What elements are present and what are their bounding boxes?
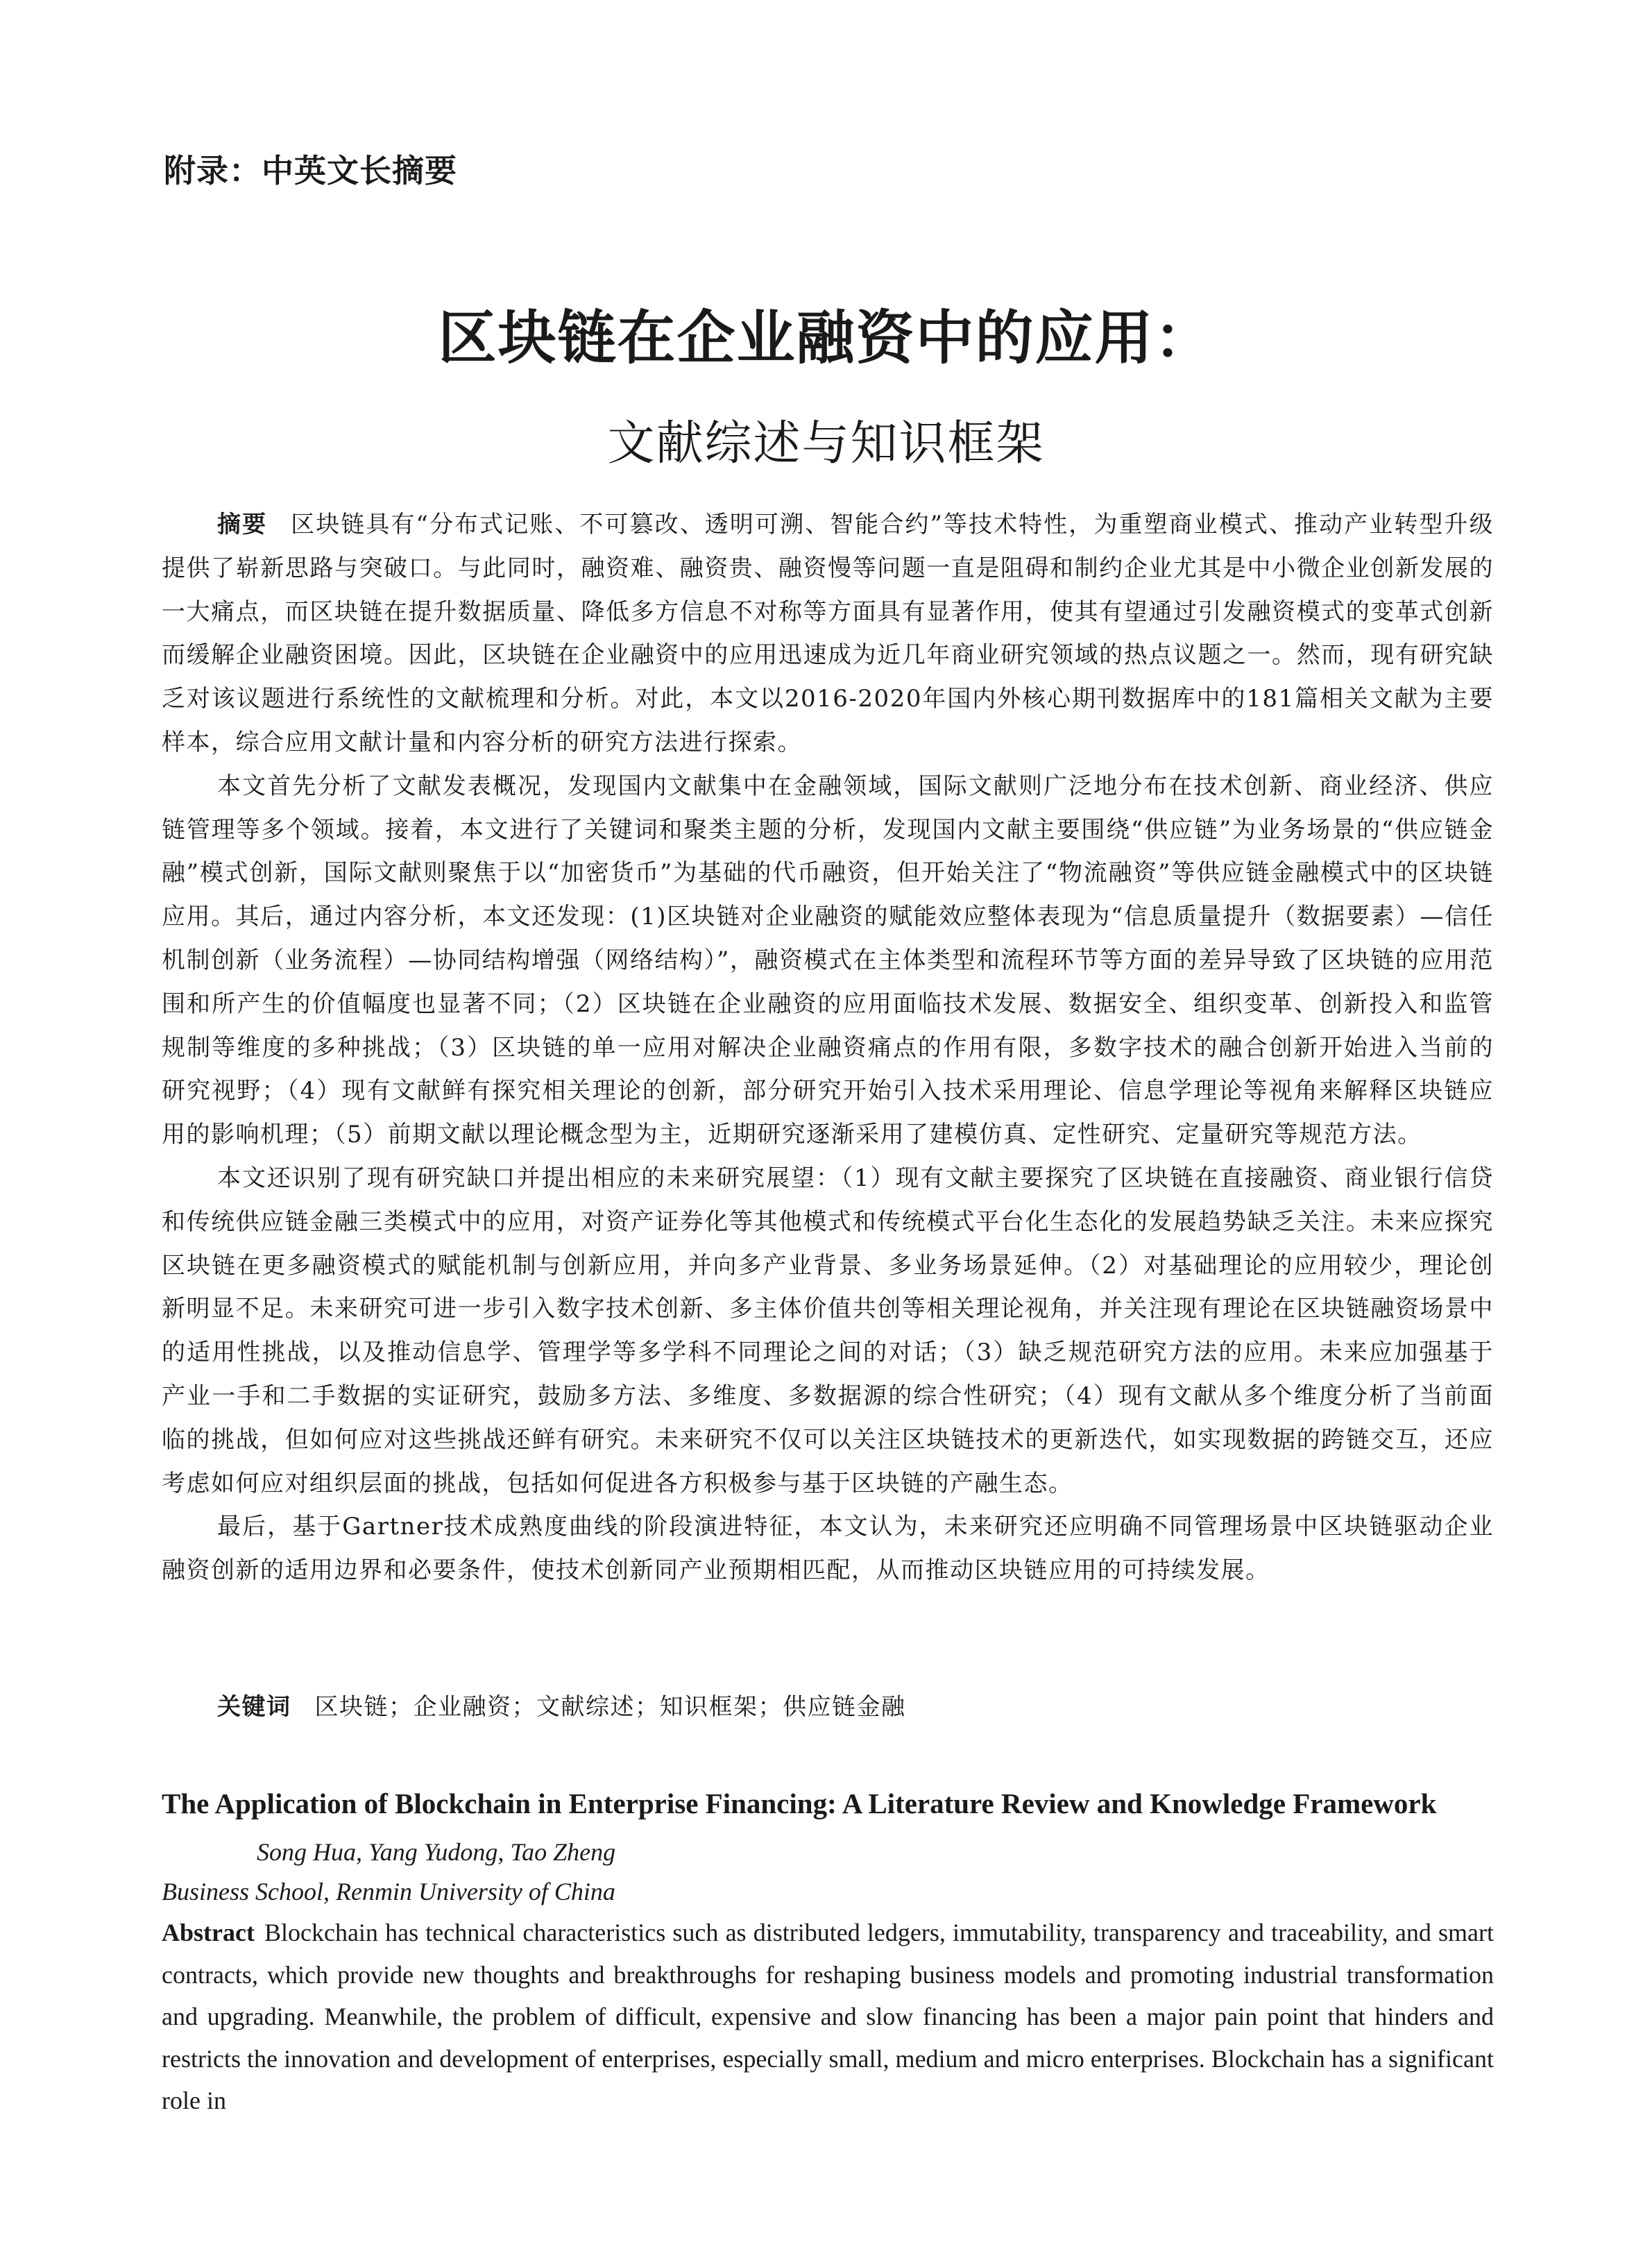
english-abstract-label: Abstract <box>162 1919 255 1946</box>
abstract-paragraph-1 <box>162 503 1494 765</box>
english-title: The Application of Blockchain in Enterprise Financing: A Literature Review and Knowledge Framework <box>162 1787 1437 1819</box>
abstract-label: 摘要 <box>217 511 268 538</box>
english-abstract <box>162 1912 1494 2122</box>
abstract-paragraph-4: 最后，基于Gartner技术成熟度曲线的阶段演进特征，本文认为，未来研究还应明确不同管理场景中区块链驱动企业融资创新的适用边界和必要条件，使技术创新同产业预期相匹配，从而推动区块链应用的可持续发展。 <box>162 1513 1494 1585</box>
abstract-paragraph-2: 本文首先分析了文献发表概况，发现国内文献集中在金融领域，国际文献则广泛地分布在技术创新、商业经济、供应链管理等多个领域。接着，本文进行了关键词和聚类主题的分析，发现国内文献主要围绕“供应链”为业务场景的“供应链金融”模式创新，国际文献则聚焦于以“加密货币”为基础的代币融资，但开始关注了“物流融资”等供应链金融模式中的区块链应用。其后，通过内容分析，本文还发现：(1)区块链对企业融资的赋能效应整体表现为“信息质量提升（数据要素）—信任机制创新（业务流程）—协同结构增强（网络结构）”，融资模式在主体类型和流程环节等方面的差异导致了区块链的应用范围和所产生的价值幅度也显著不同；（2）区块链在企业融资的应用面临技术发展、数据安全、组织变革、创新投入和监管规制等维度的多种挑战；（3）区块链的单一应用对解决企业融资痛点的作用有限，多数字技术的融合创新开始进入当前的研究视野；（4）现有文献鲜有探究相关理论的创新，部分研究开始引入技术采用理论、信息学理论等视角来解释区块链应用的影响机理；（5）前期文献以理论概念型为主，近期研究逐渐采用了建模仿真、定性研究、定量研究等规范方法。 <box>162 772 1494 1149</box>
abstract-paragraph-3: 本文还识别了现有研究缺口并提出相应的未来研究展望：（1）现有文献主要探究了区块链在直接融资、商业银行信贷和传统供应链金融三类模式中的应用，对资产证券化等其他模式和传统模式平台化生态化的发展趋势缺乏关注。未来应探究区块链在更多融资模式的赋能机制与创新应用，并向多产业背景、多业务场景延伸。（2）对基础理论的应用较少，理论创新明显不足。未来研究可进一步引入数字技术创新、多主体价值共创等相关理论视角，并关注现有理论在区块链融资场景中的适用性挑战，以及推动信息学、管理学等多学科不同理论之间的对话；（3）缺乏规范研究方法的应用。未来应加强基于产业一手和二手数据的实证研究，鼓励多方法、多维度、多数据源的综合性研究；（4）现有文献从多个维度分析了当前面临的挑战，但如何应对这些挑战还鲜有研究。未来研究不仅可以关注区块链技术的更新迭代，如实现数据的跨链交互，还应考虑如何应对组织层面的挑战，包括如何促进各方积极参与基于区块链的产融生态。 <box>162 1164 1494 1497</box>
keywords-text: 区块链；企业融资；文献综述；知识框架；供应链金融 <box>314 1693 906 1721</box>
keywords-label: 关键词 <box>217 1693 291 1721</box>
english-abstract-text: Blockchain has technical characteristics such as distributed ledgers, immutability, transparency and traceability, and smart contracts, which provide new thoughts and breakthroughs for reshaping business models and promoting industrial transformation and upgrading. Meanwhile, the problem of difficult, expensive and slow financing has been a major pain point that hinders and restricts the innovation and development of enterprises, especially small, medium and micro enterprises. Blockchain has a significant role in <box>162 1919 1494 2114</box>
chinese-abstract <box>162 503 1494 1593</box>
keywords-line <box>217 1688 906 1722</box>
paper-subtitle: 文献综述与知识框架 <box>607 416 1045 471</box>
appendix-heading: 附录：中英文长摘要 <box>164 152 457 189</box>
abstract-paragraph-1-text: 区块链具有“分布式记账、不可篡改、透明可溯、智能合约”等技术特性，为重塑商业模式、推动产业转型升级提供了崭新思路与突破口。与此同时，融资难、融资贵、融资慢等问题一直是阻碍和制约企业尤其是中小微企业创新发展的一大痛点，而区块链在提升数据质量、降低多方信息不对称等方面具有显著作用，使其有望通过引发融资模式的变革式创新而缓解企业融资困境。因此，区块链在企业融资中的应用迅速成为近几年商业研究领域的热点议题之一。然而，现有研究缺乏对该议题进行系统性的文献梳理和分析。对此，本文以2016-2020年国内外核心期刊数据库中的181篇相关文献为主要样本，综合应用文献计量和内容分析的研究方法进行探索。 <box>162 511 1495 756</box>
english-authors: Song Hua, Yang Yudong, Tao Zheng <box>257 1838 616 1866</box>
english-affiliation: Business School, Renmin University of China <box>162 1878 615 1905</box>
paper-title: 区块链在企业融资中的应用： <box>438 304 1214 372</box>
